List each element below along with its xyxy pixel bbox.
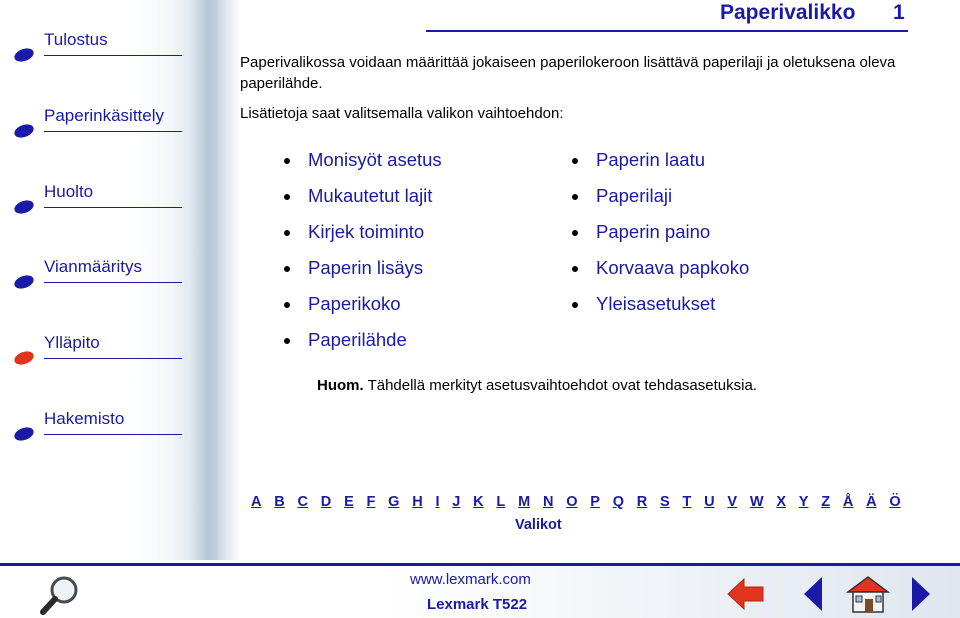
bullet-dot xyxy=(572,230,578,236)
menu-link-kirjek-toiminto[interactable] xyxy=(284,221,442,257)
bullet-dot xyxy=(284,266,290,272)
index-letter[interactable]: V xyxy=(727,494,738,510)
sidebar-item-label: Hakemisto xyxy=(44,409,125,428)
alphabet-index xyxy=(251,494,901,510)
index-letter[interactable]: L xyxy=(496,494,506,510)
website-link[interactable]: www.lexmark.com xyxy=(410,571,531,588)
divider xyxy=(44,434,182,435)
bullet-dot xyxy=(284,338,290,344)
back-arrow-icon[interactable] xyxy=(726,576,766,612)
sidebar-item-label: Paperinkäsittely xyxy=(44,106,165,125)
index-letter[interactable]: Y xyxy=(798,494,809,510)
index-letter[interactable]: E xyxy=(344,494,354,510)
intro-text: Paperivalikossa voidaan määrittää jokaiseen paperilokeroon lisättävä paperilaji ja oletuksena oleva paperilähde. xyxy=(240,54,896,92)
index-letter[interactable]: J xyxy=(452,494,461,510)
menu-link-label: Paperikoko xyxy=(308,293,401,314)
menu-link-label: Monisyöt asetus xyxy=(308,149,442,170)
nav-bullet-icon xyxy=(12,121,38,139)
bullet-dot xyxy=(572,266,578,272)
previous-page-icon[interactable] xyxy=(802,575,824,613)
menus-link[interactable]: Valikot xyxy=(515,517,562,533)
sidebar-item-tulostus[interactable] xyxy=(0,30,190,70)
menu-link-monisyot-asetus[interactable] xyxy=(284,149,442,185)
menu-link-label: Paperin laatu xyxy=(596,149,706,170)
menu-link-label: Mukautetut lajit xyxy=(308,185,433,206)
note-text: Tähdellä merkityt asetusvaihtoehdot ovat tehdasasetuksia. xyxy=(363,377,757,394)
menu-list-right xyxy=(572,149,749,329)
index-letter[interactable]: D xyxy=(320,494,332,510)
index-letter[interactable]: X xyxy=(776,494,786,510)
index-letter[interactable]: Ö xyxy=(889,494,901,510)
index-letter[interactable]: T xyxy=(682,494,692,510)
note-label: Huom. xyxy=(317,377,364,394)
menu-link-label: Kirjek toiminto xyxy=(308,221,425,242)
bullet-dot xyxy=(284,158,290,164)
nav-bullet-icon xyxy=(12,45,38,63)
nav-bullet-icon xyxy=(12,272,38,290)
menu-link-paperin-laatu[interactable] xyxy=(572,149,749,185)
menu-link-label: Paperin lisäys xyxy=(308,257,424,278)
footer-bar xyxy=(0,563,960,618)
index-letter[interactable]: P xyxy=(590,494,600,510)
bullet-dot xyxy=(284,302,290,308)
index-letter[interactable]: U xyxy=(704,494,715,510)
sidebar-item-label: Huolto xyxy=(44,182,94,201)
note xyxy=(317,377,757,394)
divider xyxy=(44,282,182,283)
bullet-dot xyxy=(572,302,578,308)
sidebar-item-vianmaaritys[interactable] xyxy=(0,257,190,297)
sidebar-item-hakemisto[interactable] xyxy=(0,409,190,449)
index-letter[interactable]: Z xyxy=(821,494,831,510)
index-letter[interactable]: Ä xyxy=(866,494,877,510)
sidebar-item-label: Ylläpito xyxy=(44,333,100,352)
menu-link-label: Paperilähde xyxy=(308,329,407,350)
index-letter[interactable]: M xyxy=(518,494,531,510)
info-text: Lisätietoja saat valitsemalla valikon vaihtoehdon: xyxy=(240,105,564,122)
index-letter[interactable]: S xyxy=(660,494,670,510)
next-page-icon[interactable] xyxy=(910,575,932,613)
nav-bullet-icon xyxy=(12,197,38,215)
page-title: Paperivalikko xyxy=(720,1,856,24)
home-icon[interactable] xyxy=(844,574,892,616)
divider xyxy=(44,207,182,208)
sidebar-item-label: Tulostus xyxy=(44,30,108,49)
menu-link-label: Paperilaji xyxy=(596,185,673,206)
index-letter[interactable]: G xyxy=(388,494,400,510)
bullet-dot xyxy=(572,158,578,164)
index-letter[interactable]: C xyxy=(297,494,309,510)
bullet-dot xyxy=(284,230,290,236)
divider xyxy=(44,55,182,56)
menu-link-yleisasetukset[interactable] xyxy=(572,293,749,329)
bullet-dot xyxy=(284,194,290,200)
index-letter[interactable]: R xyxy=(636,494,648,510)
menu-link-label: Korvaava papkoko xyxy=(596,257,750,278)
nav-bullet-icon xyxy=(12,424,38,442)
sidebar-item-yllapito[interactable] xyxy=(0,333,190,373)
menu-link-korvaava-papkoko[interactable] xyxy=(572,257,749,293)
index-letter[interactable]: B xyxy=(274,494,285,510)
menu-link-paperilaji[interactable] xyxy=(572,185,749,221)
menu-link-mukautetut-lajit[interactable] xyxy=(284,185,442,221)
sidebar-item-label: Vianmääritys xyxy=(44,257,142,276)
divider xyxy=(44,131,182,132)
search-icon[interactable] xyxy=(38,574,84,618)
index-letter[interactable]: A xyxy=(251,494,262,510)
index-letter[interactable]: W xyxy=(749,494,764,510)
menu-link-label: Paperin paino xyxy=(596,221,711,242)
index-letter[interactable]: K xyxy=(473,494,484,510)
nav-bullet-icon xyxy=(12,348,38,366)
index-letter[interactable]: F xyxy=(366,494,376,510)
index-letter[interactable]: Å xyxy=(842,494,854,510)
sidebar-item-huolto[interactable] xyxy=(0,182,190,222)
divider xyxy=(44,358,182,359)
product-name: Lexmark T522 xyxy=(427,596,528,613)
index-letter[interactable]: I xyxy=(435,494,440,510)
menu-link-paperilahde[interactable] xyxy=(284,329,442,365)
page-number: 1 xyxy=(893,1,905,24)
menu-link-paperin-paino[interactable] xyxy=(572,221,749,257)
menu-list-left xyxy=(284,149,442,365)
index-letter[interactable]: O xyxy=(566,494,578,510)
menu-link-paperikoko[interactable] xyxy=(284,293,442,329)
bullet-dot xyxy=(572,194,578,200)
menu-link-paperin-lisays[interactable] xyxy=(284,257,442,293)
sidebar xyxy=(0,0,240,560)
menu-link-label: Yleisasetukset xyxy=(596,293,716,314)
index-letter[interactable]: N xyxy=(542,494,554,510)
index-letter[interactable]: Q xyxy=(612,494,624,510)
header-divider xyxy=(426,30,908,32)
sidebar-item-paperinkasittely[interactable] xyxy=(0,106,190,146)
index-letter[interactable]: H xyxy=(412,494,423,510)
